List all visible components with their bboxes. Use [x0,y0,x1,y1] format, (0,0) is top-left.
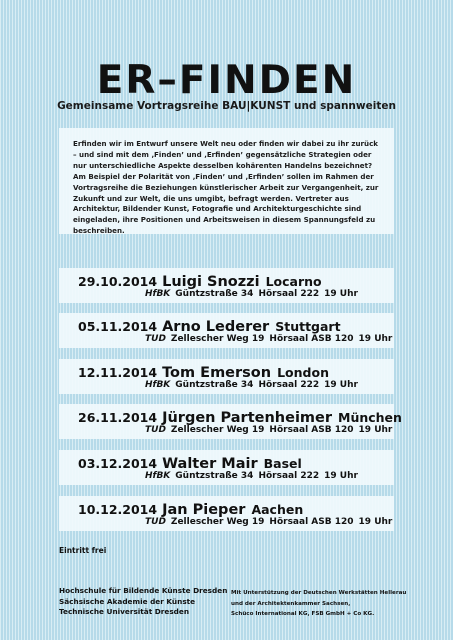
lecture-city: Basel [263,456,302,471]
lecture-date: 03.12.2014 [78,456,158,471]
lecture-venue: TUD [145,334,166,344]
lecture-address: Güntzstraße 34 [175,289,254,299]
lecture-venue: HfBK [145,380,171,390]
institutions [59,586,227,618]
lecture-venue: TUD [145,425,166,435]
institution-hfbk: Hochschule für Bildende Künste Dresden [59,586,228,595]
lecture-date: 05.11.2014 [78,319,158,334]
poster-subtitle [0,100,453,112]
sponsor-line: Mit Unterstützung der Deutschen Werkstätten Hellerau [231,590,407,596]
lecture-entry [59,313,394,348]
lecture-date: 29.10.2014 [78,274,158,289]
subtitle-series-baukunst: BAU|KUNST [222,100,291,112]
sponsors [231,588,406,620]
lecture-room: Hörsaal 222 [258,380,320,390]
lecture-venue: TUD [145,517,166,527]
lecture-entry [59,496,394,531]
lecture-address: Zellescher Weg 19 [170,425,265,435]
lecture-speaker: Walter Mair [162,456,258,472]
lecture-venue: HfBK [145,289,171,299]
lecture-location [145,425,397,435]
lecture-speaker: Arno Lederer [162,319,270,335]
lecture-room: Hörsaal ASB 120 [269,425,354,435]
lecture-room: Hörsaal ASB 120 [269,334,354,344]
lecture-speaker: Luigi Snozzi [162,274,260,290]
lecture-location [145,334,397,344]
lecture-speaker: Tom Emerson [162,365,272,381]
lecture-address: Güntzstraße 34 [175,471,254,481]
lecture-room: Hörsaal ASB 120 [269,517,354,527]
lecture-time: 19 Uhr [324,471,358,481]
lecture-room: Hörsaal 222 [258,471,320,481]
intro-text: Erfinden wir im Entwurf unsere Welt neu oder finden wir dabei zu ihr zurück – und sind mit dem ‚Finden’ und ‚Erfinden’ gegensätzliche Strategien oder nur unterschiedliche Aspekte desselben kohärenten Handelns bezeichnet? Am Beispiel der Polarität von ‚Finden’ und ‚Erfinden’ sollen im Rahmen der Vortragsreihe die Beziehungen künstlerischer Arbeit zur Vergangenheit, zur Zukunft und zur Welt, die uns umgibt, befragt werden. Vertreter aus Architektur, Bildender Kunst, Fotografie und Architekturgeschichte sind eingeladen, ihre Positionen und Arbeitsweisen in diesem Spannungsfeld zu beschreiben. [59,128,394,234]
lecture-time: 19 Uhr [358,425,393,435]
lecture-address: Zellescher Weg 19 [170,517,265,527]
poster-title: ER–FINDEN [96,58,357,103]
lecture-city: München [338,410,402,425]
lecture-headline [78,499,303,518]
lecture-time: 19 Uhr [358,334,393,344]
lecture-city: Aachen [251,502,304,517]
lecture-entry [59,359,394,394]
lecture-time: 19 Uhr [324,380,358,390]
lecture-city: Locarno [265,274,322,289]
lecture-date: 12.11.2014 [78,365,158,380]
lecture-city: London [277,365,329,380]
lecture-headline [78,407,402,426]
lecture-location [145,380,363,390]
institution-tud: Technische Universität Dresden [59,607,190,616]
sponsor-line: Schüco International KG, FSB GmbH + Co KG. [231,611,375,617]
lecture-location [145,517,397,527]
lecture-entry [59,450,394,485]
lecture-headline [78,316,341,335]
lecture-city: Stuttgart [275,319,341,334]
lecture-location [145,471,363,481]
lecture-address: Zellescher Weg 19 [170,334,265,344]
subtitle-and: und [293,100,317,112]
lecture-time: 19 Uhr [358,517,393,527]
lecture-headline [78,362,329,381]
lecture-date: 26.11.2014 [78,410,158,425]
lecture-speaker: Jan Pieper [162,502,246,518]
lecture-location [145,289,363,299]
lecture-entry [59,404,402,439]
lecture-headline [78,453,302,472]
admission-note: Eintritt frei [59,546,107,555]
lecture-room: Hörsaal 222 [258,289,320,299]
lecture-speaker: Jürgen Partenheimer [162,410,333,426]
institution-akademie: Sächsische Akademie der Künste [59,596,196,606]
lecture-time: 19 Uhr [324,289,358,299]
subtitle-series-spannweiten: spannweiten [320,100,396,112]
subtitle-prefix: Gemeinsame Vortragsreihe [57,100,219,112]
lecture-headline [78,271,322,290]
lecture-venue: HfBK [145,471,171,481]
lecture-entry [59,268,394,303]
lecture-date: 10.12.2014 [78,502,158,517]
sponsor-line: und der Architektenkammer Sachsen, [231,600,351,607]
lecture-address: Güntzstraße 34 [175,380,254,390]
